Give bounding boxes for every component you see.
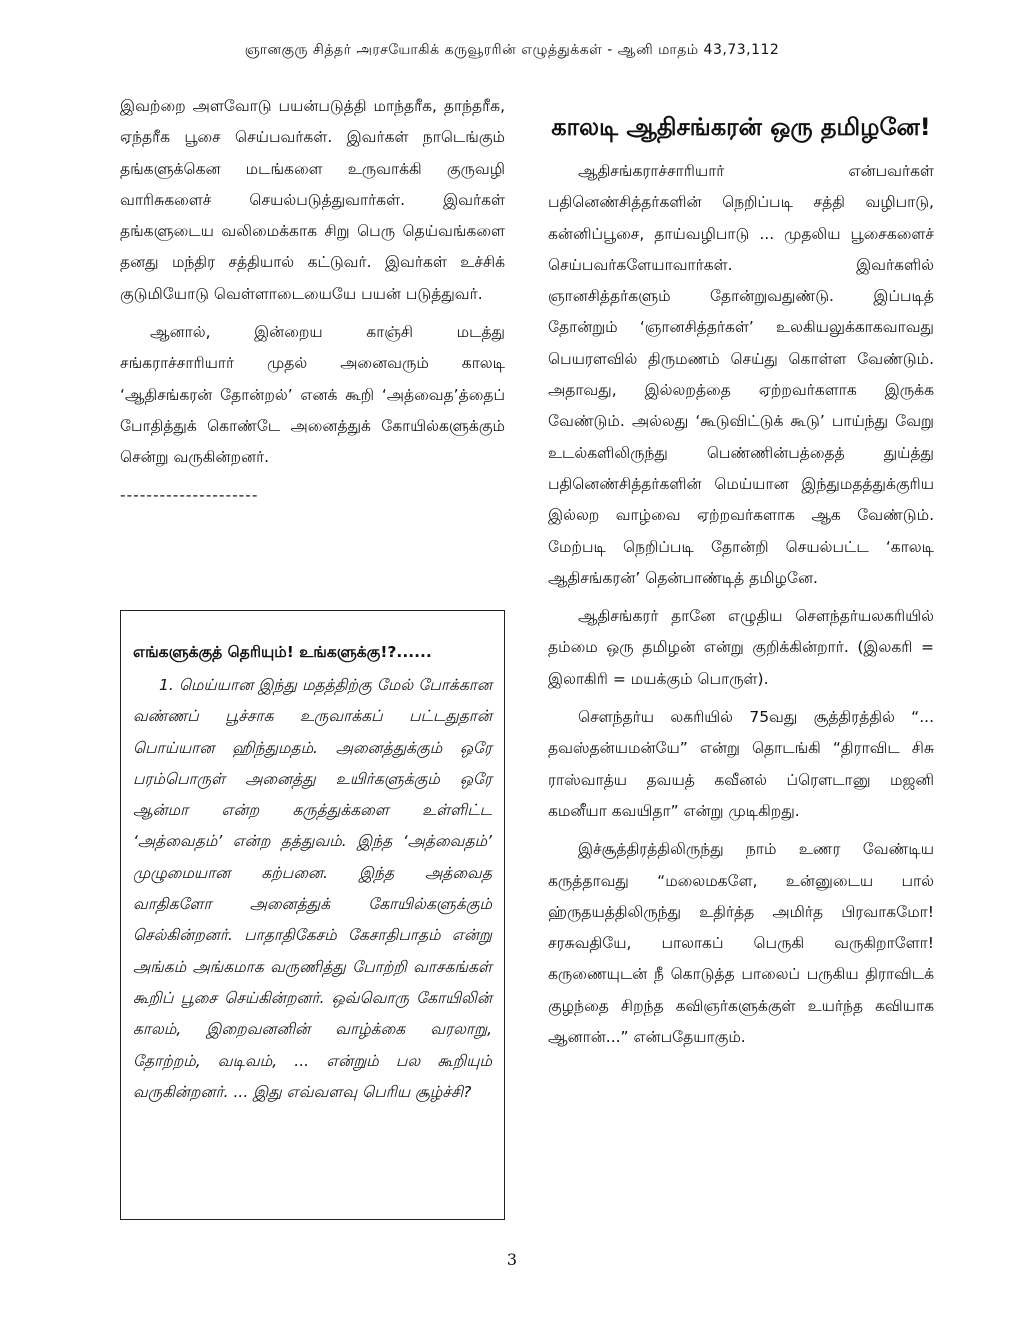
sidebar-box <box>120 610 505 1220</box>
left-paragraph-1: இவற்றை அளவோடு பயன்படுத்தி மாந்தரீக, தாந்தரீக, ஏந்தரீக பூசை செய்பவர்கள். இவர்கள் நாடெங்கும் தங்களுக்கென மடங்களை உருவாக்கி குருவழி வாரிசுகளைச் செயல்படுத்துவார்கள். இவர்கள் தங்களுடைய வலிமைக்காக சிறு பெரு தெய்வங்களை தனது மந்திர சத்தியால் கட்டுவர். இவர்கள் உச்சிக் குடுமியோடு வெள்ளாடையையே பயன் படுத்துவர். <box>120 97 505 303</box>
right-paragraph-1: ஆதிசங்கராச்சாரியார் என்பவர்கள் பதினெண்சித்தர்களின் நெறிப்படி சத்தி வழிபாடு, கன்னிப்பூசை, தாய்வழிபாடு ... முதலிய பூசைகளைச் செய்பவர்களேயாவார்கள். இவர்களில் ஞானசித்தர்களும் தோன்றுவதுண்டு. இப்படித் தோன்றும் ‘ஞானசித்தர்கள்’ உலகியலுக்காகவாவது பெயரளவில் திருமணம் செய்து கொள்ள வேண்டும். அதாவது, இல்லறத்தை ஏற்றவர்களாக இருக்க வேண்டும். அல்லது ‘கூடுவிட்டுக் கூடு’ பாய்ந்து வேறு உடல்களிலிருந்து பெண்ணின்பத்தைத் துய்த்து பதினெண்சித்தர்களின் மெய்யான இந்துமதத்துக்குரிய இல்லற வாழ்வை ஏற்றவர்களாக ஆக வேண்டும். மேற்படி நெறிப்படி தோன்றி செயல்பட்ட ‘காலடி ஆதிசங்கரன்’ தென்பாண்டித் தமிழனே. <box>548 162 934 587</box>
page-number: 3 <box>506 1250 518 1269</box>
box-title: எங்களுக்குத் தெரியும்! உங்களுக்கு!?...... <box>133 643 432 661</box>
right-paragraph-2: ஆதிசங்கரர் தானே எழுதிய சௌந்தர்யலகரியில் தம்மை ஒரு தமிழன் என்று குறிக்கின்றார். (இலகரி = இலாகிரி = மயக்கும் பொருள்). <box>548 607 934 688</box>
box-body: 1. மெய்யான இந்து மதத்திற்கு மேல் போக்கான வண்ணப் பூச்சாக உருவாக்கப் பட்டதுதான் பொய்யான ஹிந்துமதம். அனைத்துக்கும் ஒரே பரம்பொருள் அனைத்து உயிர்களுக்கும் ஒரே ஆன்மா என்ற கருத்துக்களை உள்ளிட்ட ‘அத்வைதம்’ என்ற தத்துவம். இந்த ‘அத்வைதம்’ முழுமையான கற்பனை. இந்த அத்வைத வாதிகளோ அனைத்துக் கோயில்களுக்கும் செல்கின்றனர். பாதாதிகேசம் கேசாதிபாதம் என்று அங்கம் அங்கமாக வருணித்து போற்றி வாசகங்கள் கூறிப் பூசை செய்கின்றனர். ஒவ்வொரு கோயிலின் காலம், இறைவனனின் வாழ்க்கை வரலாறு, தோற்றம், வடிவம், ... என்றும் பல கூறியும் வருகின்றனர். ... இது எவ்வளவு பெரிய சூழ்ச்சி? <box>133 676 492 1101</box>
left-column <box>120 91 505 511</box>
right-paragraph-3: சௌந்தர்ய லகரியில் 75வது சூத்திரத்தில் “... தவஸ்தன்யமன்யே” என்று தொடங்கி “திராவிட சிசு ராஸ்வாத்ய தவயத் கவீனல் ப்ரௌடானு மஜனி கமனீயா கவயிதா” என்று முடிகிறது. <box>548 708 934 820</box>
right-column <box>548 108 934 1053</box>
running-header: ஞானகுரு சித்தர் அரசயோகிக் கருவூரரின் எழுத்துக்கள் - ஆனி மாதம் 43,73,112 <box>244 42 780 58</box>
article-title: காலடி ஆதிசங்கரன் ஒரு தமிழனே! <box>551 113 931 141</box>
section-divider: --------------------- <box>120 485 259 504</box>
right-paragraph-4: இச்சூத்திரத்திலிருந்து நாம் உணர வேண்டிய கருத்தாவது “மலைமகளே, உன்னுடைய பால் ஹ்ருதயத்திலிருந்து உதிர்த்த அமிர்த பிரவாகமோ! சரசுவதியே, பாலாகப் பெருகி வருகிறாளோ! கருணையுடன் நீ கொடுத்த பாலைப் பருகிய திராவிடக் குழந்தை சிறந்த கவிஞர்களுக்குள் உயர்ந்த கவியாக ஆனான்...” என்பதேயாகும். <box>548 840 934 1047</box>
left-paragraph-2: ஆனால், இன்றைய காஞ்சி மடத்து சங்கராச்சாரியார் முதல் அனைவரும் காலடி ‘ஆதிசங்கரன் தோன்றல்’ எனக் கூறி ‘அத்வைத’த்தைப் போதித்துக் கொண்டே அனைத்துக் கோயில்களுக்கும் சென்று வருகின்றனர். <box>120 323 505 467</box>
